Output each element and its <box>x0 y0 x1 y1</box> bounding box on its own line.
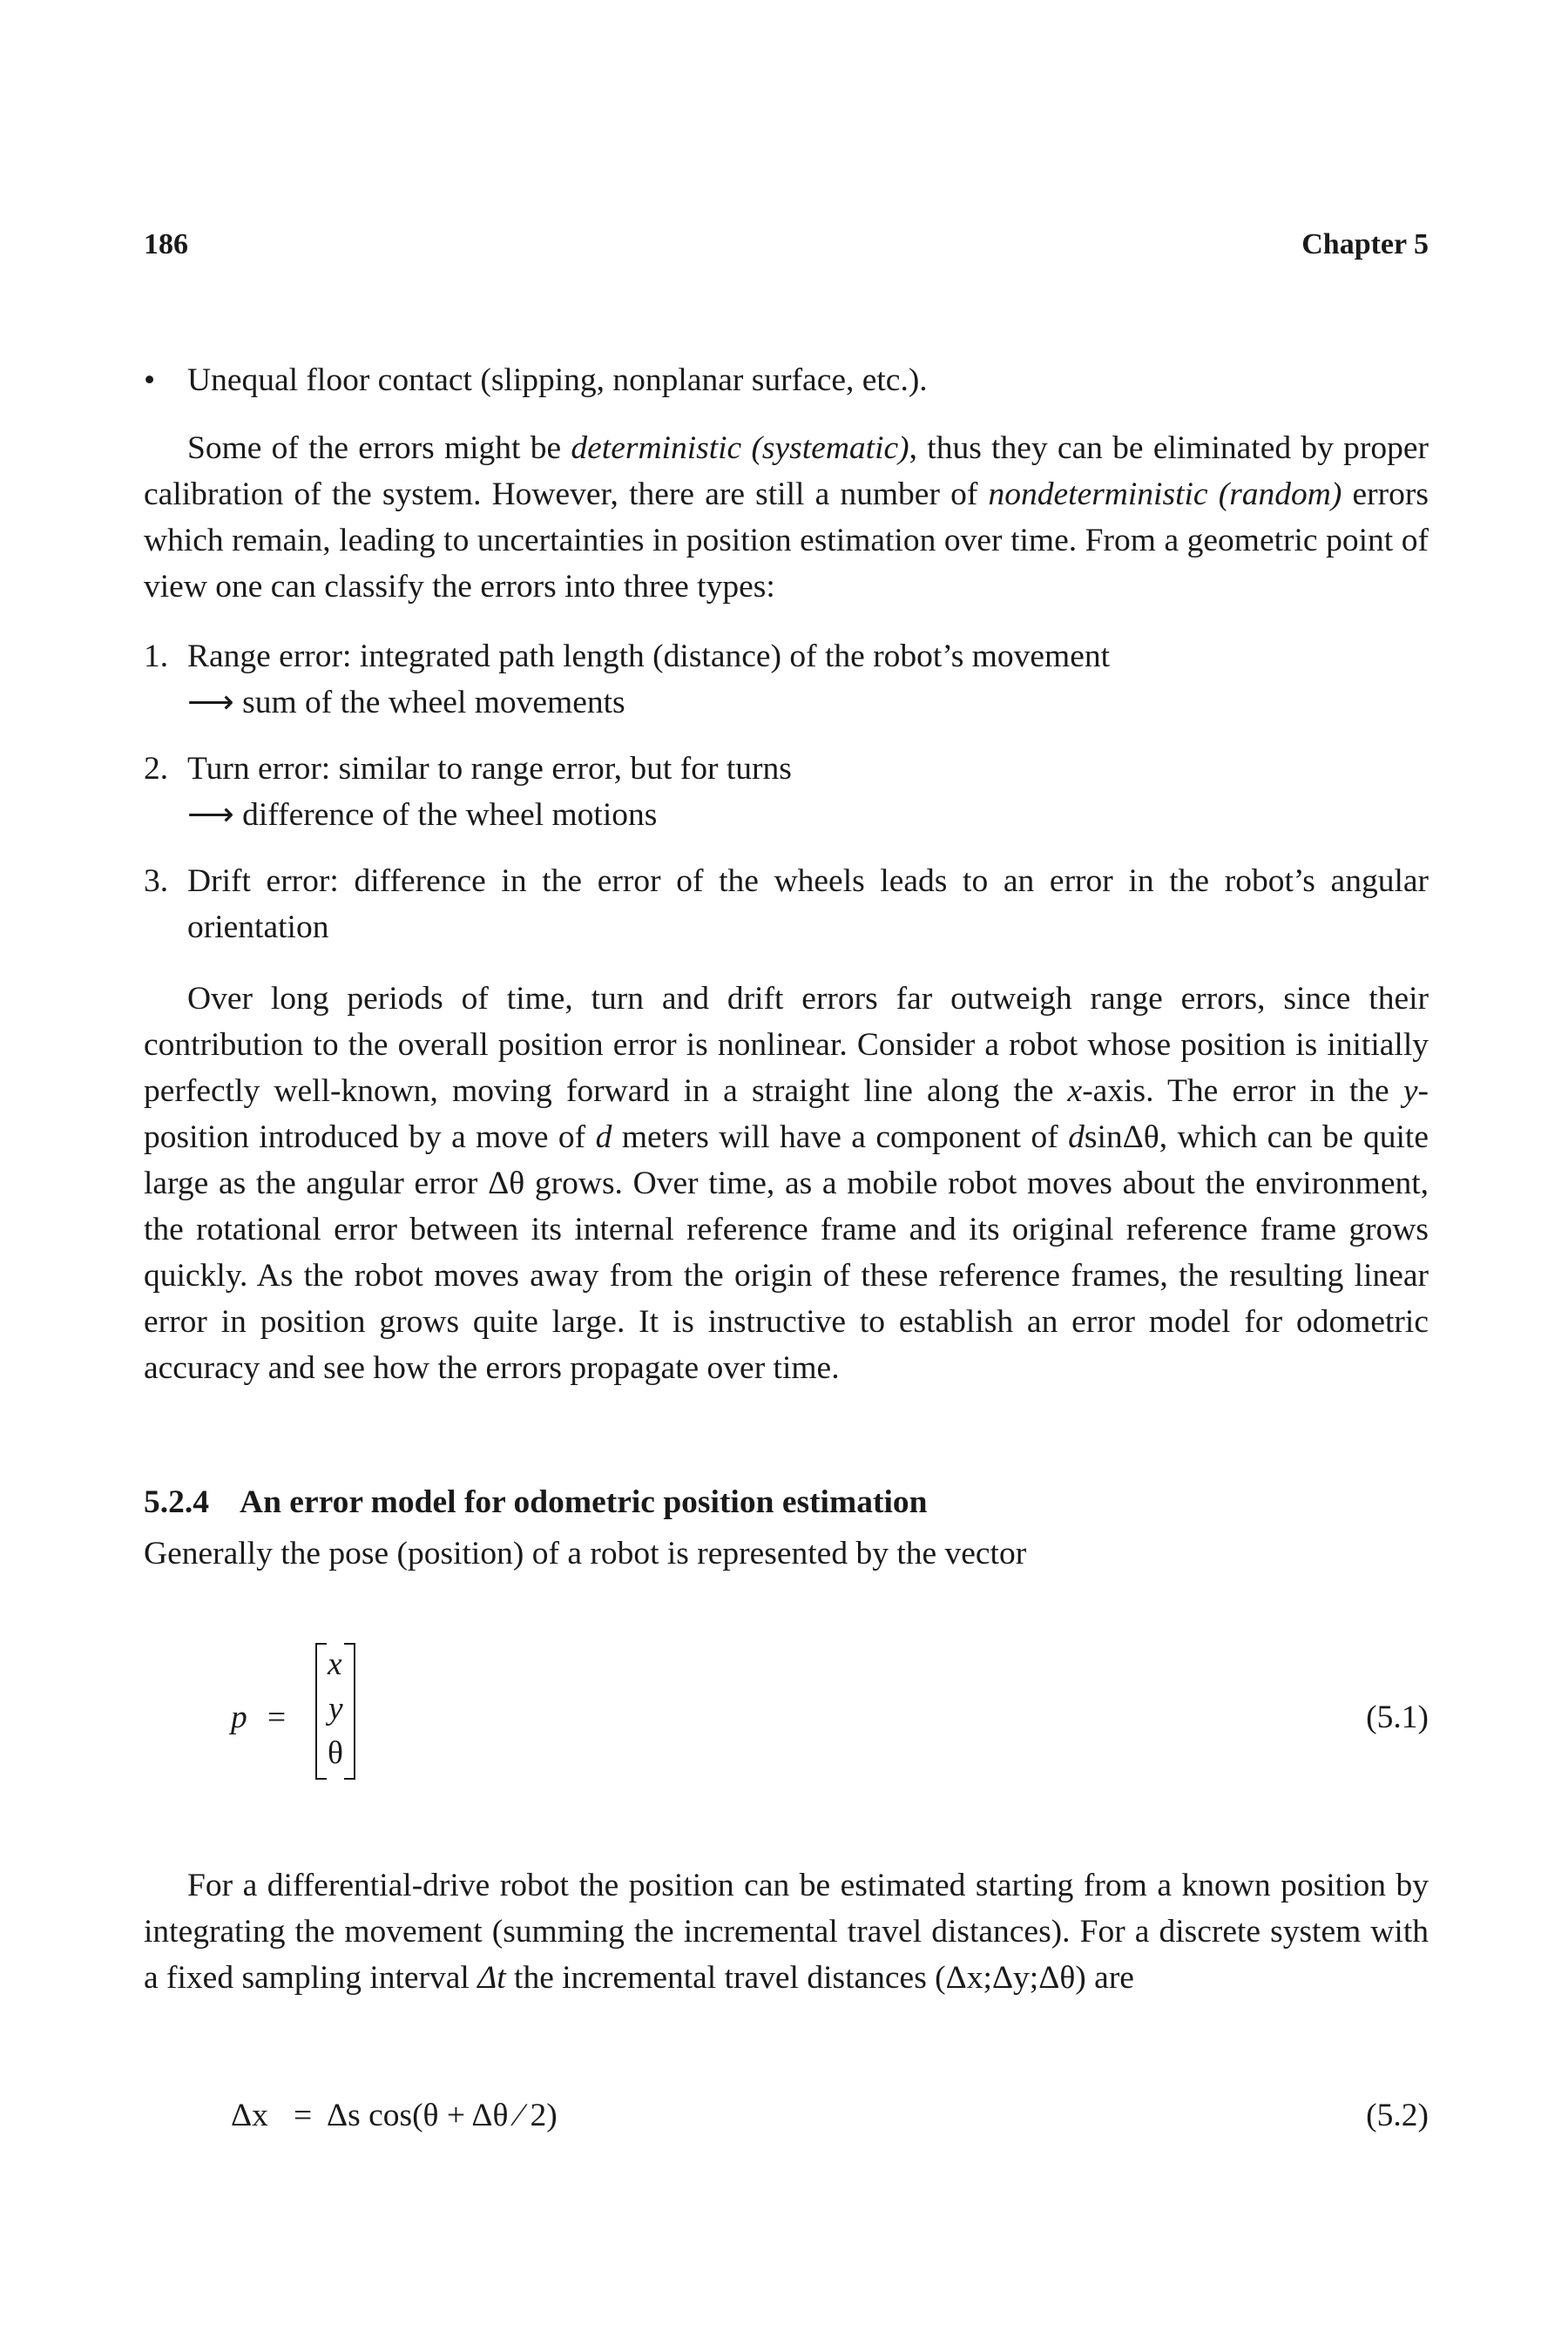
eq-rhs: Δs cos(θ + Δθ ⁄ 2) <box>327 2098 558 2133</box>
eq-sign: = <box>267 1700 287 1735</box>
section-number: 5.2.4 <box>144 1484 209 1520</box>
eq-lhs: Δx <box>231 2098 268 2133</box>
list-number: 2. <box>144 751 169 787</box>
eq-sign: = <box>294 2098 313 2133</box>
chapter-title: Chapter 5 <box>1301 228 1429 260</box>
section-title: An error model for odometric position estimation <box>240 1484 928 1520</box>
matrix-y: y <box>328 1691 343 1727</box>
bullet-symbol: • <box>144 362 156 398</box>
equation-number: (5.2) <box>1366 2098 1429 2133</box>
paragraph-error-growth: Over long periods of time, turn and drift errors far outweigh range errors, since their contribution to the overall position error is nonlinear. Consider a robot whose position is initially perfectly well-known, moving forward in a straight line along the x-axis. The error in the y-position introduced by a move of d meters will have a component of dsinΔθ, which can be quite large as the angular error Δθ grows. Over time, as a mobile robot moves about the environment, the rotational error between its internal reference frame and its original reference frame grows quickly. As the robot moves away from the origin of these reference frames, the resulting linear error in position grows quite large. It is instructive to establish an error model for odometric accuracy and see how the errors propagate over time. <box>144 981 1429 1386</box>
matrix-theta: θ <box>328 1735 343 1771</box>
bullet-text: Unequal floor contact (slipping, nonplanar surface, etc.). <box>187 362 928 398</box>
paragraph-pose-vector: Generally the pose (position) of a robot is represented by the vector <box>144 1536 1027 1571</box>
paragraph-differential-drive: For a differential-drive robot the position can be estimated starting from a known position by integrating the movement (summing the incremental travel distances). For a discrete system with a fixed sampling interval Δt the incremental travel distances (Δx;Δy;Δθ) are <box>144 1868 1429 1996</box>
eq-lhs: p <box>231 1700 247 1735</box>
list-item-turn-error: 2. Turn error: similar to range error, but for turns ⟶ difference of the wheel motions <box>144 746 1429 838</box>
equation-number: (5.1) <box>1366 1700 1429 1735</box>
list-item-drift-error: 3. Drift error: difference in the error of the wheels leads to an error in the robot’s angular orientation <box>144 858 1429 950</box>
paragraph-errors-intro: Some of the errors might be deterministic (systematic), thus they can be eliminated by proper calibration of the system. However, there are still a number of nondeterministic (random) errors which remain, leading to uncertainties in position estimation over time. From a geometric point of view one can classify the errors into three types: <box>144 430 1429 605</box>
list-item-range-error: 1. Range error: integrated path length (distance) of the robot’s movement ⟶ sum of the wheel movements <box>144 633 1429 726</box>
list-number: 1. <box>144 639 169 674</box>
matrix-x: x <box>328 1646 342 1682</box>
page-number: 186 <box>144 228 188 260</box>
pose-vector-matrix <box>309 1635 518 1792</box>
list-number: 3. <box>144 863 169 899</box>
section-heading <box>144 1484 927 1521</box>
